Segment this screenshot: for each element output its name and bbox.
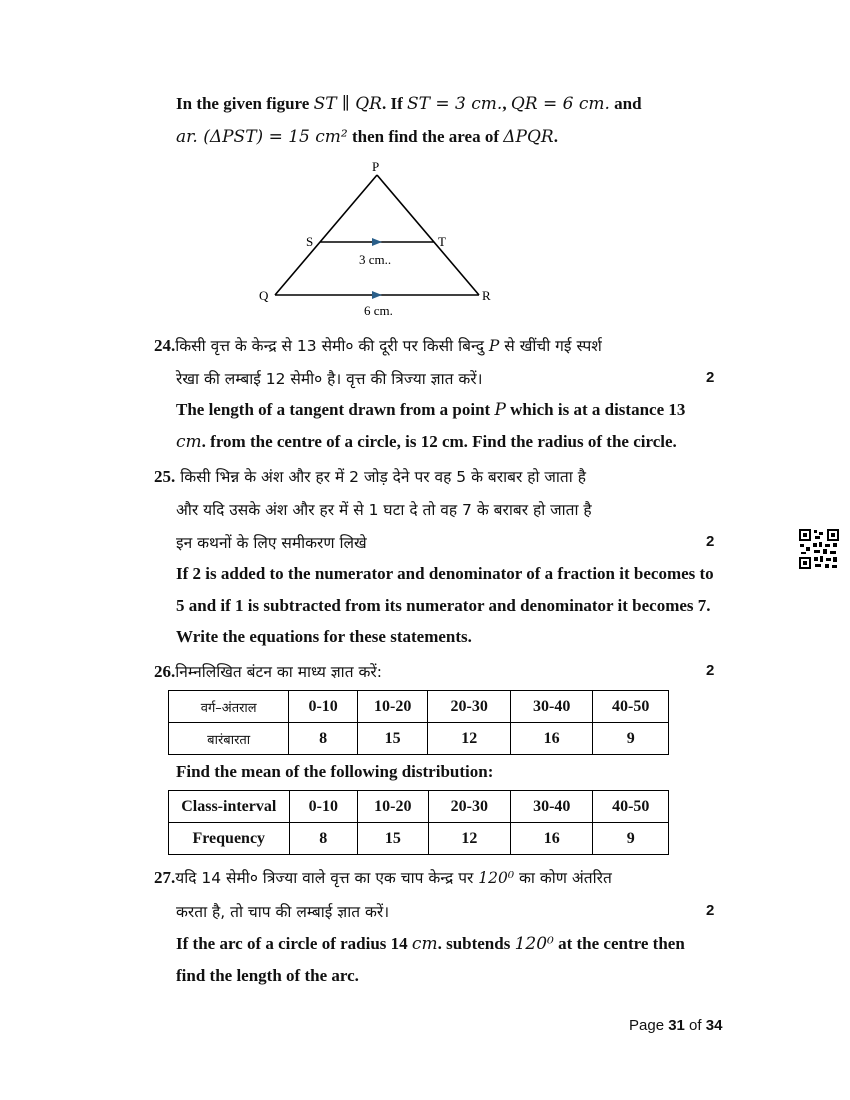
- q23-line-1: [176, 94, 642, 114]
- page-word: Page: [629, 1017, 669, 1034]
- q23-math: QR = 6 cm.: [510, 94, 610, 114]
- table-cell: 30-40: [511, 791, 593, 823]
- table-row: [169, 823, 669, 855]
- table-cell: 10-20: [358, 791, 429, 823]
- triangle-figure: [250, 155, 510, 325]
- q25-marks: 2: [706, 533, 715, 550]
- q25-hindi-line-3: इन कथनों के लिए समीकरण लिखे: [176, 534, 367, 552]
- q24-en-line-1: [176, 400, 685, 420]
- q23-text: then find the area of: [347, 127, 504, 146]
- qr-code-icon: [799, 529, 839, 569]
- q24-en-var: cm: [176, 432, 202, 452]
- q23-text: ,: [502, 94, 511, 113]
- table-row: [169, 791, 669, 823]
- page-number: [629, 1017, 722, 1034]
- q23-math: ST ∥ QR: [313, 94, 382, 114]
- table-header-cell: बारंबारता: [169, 723, 289, 755]
- table-header-cell: Class-interval: [169, 791, 290, 823]
- q25-hindi-line-1: [154, 465, 586, 487]
- st-length-label: 3 cm..: [359, 252, 392, 267]
- q24-en-text: . from the centre of a circle, is 12 cm. Find the radius of the circle.: [201, 432, 677, 451]
- q26-hindi-line-1: [154, 660, 382, 682]
- table-cell: 9: [593, 823, 669, 855]
- q25-number: 25.: [154, 467, 176, 486]
- q23-math: ar. (ΔPST) = 15 cm²: [176, 127, 348, 147]
- q24-hindi-var: P: [488, 337, 500, 355]
- q25-en-line-3: Write the equations for these statements.: [176, 627, 472, 646]
- table-row: [169, 723, 669, 755]
- q27-hindi-text: का कोण अंतरित: [519, 869, 612, 887]
- q23-text: .: [553, 127, 558, 146]
- q24-marks: 2: [706, 369, 715, 386]
- q27-en-text: . subtends: [437, 934, 515, 953]
- q24-hindi-line-2: रेखा की लम्बाई 12 सेमी० है। वृत्त की त्रिज्या ज्ञात करें।: [176, 370, 483, 388]
- q26-marks: 2: [706, 662, 715, 679]
- q23-text: and: [609, 94, 642, 113]
- q24-hindi-text: किसी वृत्त के केन्द्र से 13 सेमी० की दूरी पर किसी बिन्दु: [175, 337, 484, 355]
- q27-marks: 2: [706, 902, 715, 919]
- vertex-q-label: Q: [259, 288, 269, 303]
- q23-math: ΔPQR: [503, 127, 554, 147]
- q24-number: 24.: [154, 336, 176, 355]
- q23-text: In the given figure: [176, 94, 314, 113]
- table-cell: 0-10: [289, 691, 358, 723]
- table-cell: 8: [289, 823, 358, 855]
- table-header-cell: वर्ग–अंतराल: [169, 691, 289, 723]
- q27-hindi-text: यदि 14 सेमी० त्रिज्या वाले वृत्त का एक चाप केन्द्र पर: [175, 869, 474, 887]
- q23-math: ST = 3 cm.: [407, 94, 503, 114]
- hindi-distribution-table: [168, 690, 669, 755]
- q24-en-var: P: [494, 400, 506, 420]
- q24-en-line-2: [176, 432, 677, 452]
- q27-hindi-line-2: करता है, तो चाप की लम्बाई ज्ञात करें।: [176, 903, 390, 921]
- q25-en-line-1: If 2 is added to the numerator and denominator of a fraction it becomes to: [176, 564, 714, 583]
- q27-en-var: cm: [411, 934, 438, 954]
- q24-en-text: which is at a distance 13: [505, 400, 686, 419]
- arrow-qr-icon: [372, 291, 382, 299]
- total-pages: 34: [705, 1017, 723, 1034]
- vertex-t-label: T: [438, 234, 446, 249]
- table-cell: 40-50: [593, 791, 669, 823]
- table-cell: 16: [510, 723, 592, 755]
- table-cell: 8: [289, 723, 358, 755]
- q27-en-text: at the centre then: [553, 934, 685, 953]
- table-cell: 30-40: [510, 691, 592, 723]
- table-cell: 20-30: [428, 791, 510, 823]
- q27-hindi-line-1: [154, 866, 612, 888]
- q26-number: 26.: [154, 662, 176, 681]
- side-pq: [275, 175, 377, 295]
- english-distribution-table: [168, 790, 669, 855]
- q23-text: . If: [381, 94, 407, 113]
- table-cell: 9: [593, 723, 669, 755]
- arrow-st-icon: [372, 238, 382, 246]
- table-cell: 15: [357, 723, 428, 755]
- q24-hindi-line-1: [154, 334, 602, 356]
- q27-en-line-2: find the length of the arc.: [176, 966, 359, 985]
- table-cell: 40-50: [593, 691, 669, 723]
- table-header-cell: Frequency: [169, 823, 290, 855]
- q27-en-line-1: [176, 934, 685, 954]
- table-cell: 10-20: [357, 691, 428, 723]
- current-page: 31: [668, 1017, 685, 1034]
- vertex-s-label: S: [306, 234, 314, 249]
- table-cell: 20-30: [428, 691, 510, 723]
- q25-hindi-line-2: और यदि उसके अंश और हर में से 1 घटा दे तो वह 7 के बराबर हो जाता है: [176, 501, 592, 519]
- vertex-r-label: R: [482, 288, 491, 303]
- q26-hindi-text: निम्नलिखित बंटन का माध्य ज्ञात करें:: [175, 663, 382, 681]
- q23-line-2: [176, 127, 558, 147]
- side-pr: [377, 175, 479, 295]
- q27-hindi-angle: 120⁰: [478, 869, 515, 887]
- q27-en-angle: 120⁰: [514, 934, 554, 954]
- table-cell: 12: [428, 823, 510, 855]
- q24-en-text: The length of a tangent drawn from a point: [176, 400, 495, 419]
- of-word: of: [684, 1017, 706, 1034]
- q25-hindi-text: किसी भिन्न के अंश और हर में 2 जोड़ देने पर वह 5 के बराबर हो जाता है: [180, 468, 586, 486]
- table-cell: 12: [428, 723, 510, 755]
- q26-en-line-1: Find the mean of the following distribution:: [176, 762, 494, 781]
- q25-en-line-2: 5 and if 1 is subtracted from its numerator and denominator it becomes 7.: [176, 596, 711, 615]
- table-cell: 15: [358, 823, 429, 855]
- q27-number: 27.: [154, 868, 176, 887]
- qr-length-label: 6 cm.: [364, 303, 393, 318]
- q24-hindi-text: से खींची गई स्पर्श: [504, 337, 602, 355]
- table-cell: 0-10: [289, 791, 358, 823]
- vertex-p-label: P: [372, 159, 380, 174]
- table-row: [169, 691, 669, 723]
- table-cell: 16: [511, 823, 593, 855]
- q27-en-text: If the arc of a circle of radius 14: [176, 934, 412, 953]
